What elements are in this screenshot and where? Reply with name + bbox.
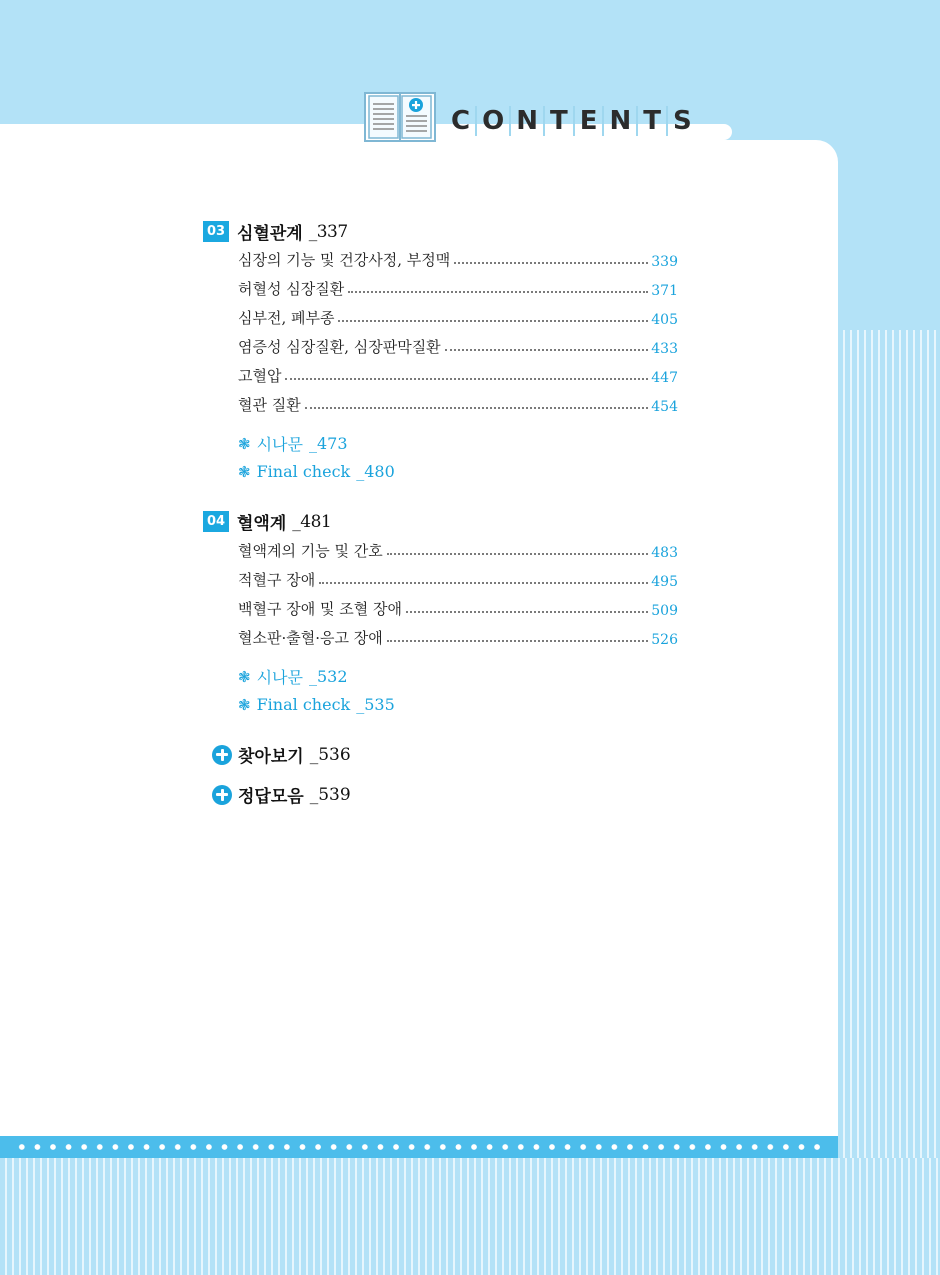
entry-title: 심부전, 폐부종: [238, 309, 335, 327]
title-letter: O: [475, 106, 509, 136]
entry-title: 혈소판·출혈·응고 장애: [238, 629, 383, 647]
appendix-page: _539: [309, 784, 351, 805]
entry-page: 405: [651, 312, 678, 328]
extra-label: Final check: [256, 695, 351, 714]
dot-leader: [387, 553, 649, 555]
toc-entry[interactable]: [238, 566, 678, 590]
appendix-page: _536: [309, 744, 351, 765]
snowflake-icon: ❃: [238, 695, 251, 714]
chapter-badge: 03: [203, 221, 229, 242]
toc-entry[interactable]: [238, 304, 678, 328]
title-letter: T: [636, 106, 666, 136]
extra-label: 시나문: [256, 435, 303, 454]
right-striped-margin: [838, 330, 940, 1275]
entry-title: 염증성 심장질환, 심장판막질환: [238, 338, 441, 356]
dot-leader: [406, 611, 648, 613]
title-letter: N: [602, 106, 636, 136]
extra-entry-scenario[interactable]: [238, 432, 348, 455]
entry-page: 339: [651, 254, 678, 270]
snowflake-icon: ❃: [238, 434, 251, 453]
title-letter: C: [451, 106, 471, 136]
open-book-icon: [364, 92, 436, 142]
dot-leader: [338, 320, 648, 322]
snowflake-icon: ❃: [238, 462, 251, 481]
entry-title: 허혈성 심장질환: [238, 280, 345, 298]
toc-entry[interactable]: [238, 537, 678, 561]
appendix-answers[interactable]: [212, 782, 351, 807]
chapter-page: _481: [292, 511, 332, 532]
entry-page: 433: [651, 341, 678, 357]
chapter-heading-03[interactable]: [203, 219, 348, 244]
entry-title: 심장의 기능 및 건강사정, 부정맥: [238, 251, 451, 269]
chapter-heading-04[interactable]: [203, 509, 331, 534]
toc-entry[interactable]: [238, 362, 678, 386]
dotted-band: [0, 1136, 838, 1158]
toc-entry[interactable]: [238, 595, 678, 619]
title-letter: T: [543, 106, 573, 136]
extra-label: 시나문: [256, 668, 303, 687]
plus-circle-icon: [212, 785, 232, 805]
toc-entry[interactable]: [238, 624, 678, 648]
entry-page: 495: [651, 574, 678, 590]
dot-row: [14, 1144, 824, 1150]
plus-circle-icon: [212, 745, 232, 765]
entry-title: 백혈구 장애 및 조혈 장애: [238, 600, 402, 618]
title-letter: N: [509, 106, 543, 136]
toc-entry[interactable]: [238, 333, 678, 357]
chapter-page: _337: [308, 221, 348, 242]
appendix-title: 정답모음: [238, 787, 304, 807]
extra-page: _473: [308, 434, 348, 453]
dot-leader: [285, 378, 648, 380]
entry-page: 483: [651, 545, 678, 561]
entry-page: 454: [651, 399, 678, 415]
chapter-title: 심혈관계: [237, 224, 303, 244]
entry-title: 적혈구 장애: [238, 571, 316, 589]
entry-page: 526: [651, 632, 678, 648]
dot-leader: [454, 262, 648, 264]
chapter-badge: 04: [203, 511, 229, 532]
extra-entry-final-check[interactable]: [238, 695, 395, 714]
toc-entry[interactable]: [238, 391, 678, 415]
chapter-title: 혈액계: [237, 514, 287, 534]
entry-page: 447: [651, 370, 678, 386]
extra-page: _532: [308, 667, 348, 686]
extra-page: _535: [356, 695, 395, 714]
appendix-title: 찾아보기: [238, 747, 304, 767]
snowflake-icon: ❃: [238, 667, 251, 686]
extra-entry-scenario[interactable]: [238, 665, 348, 688]
entry-title: 혈관 질환: [238, 396, 301, 414]
dot-leader: [319, 582, 648, 584]
dot-leader: [387, 640, 649, 642]
entry-page: 371: [651, 283, 678, 299]
toc-entry[interactable]: [238, 275, 678, 299]
entry-page: 509: [651, 603, 678, 619]
toc-entry[interactable]: [238, 246, 678, 270]
extra-label: Final check: [256, 462, 351, 481]
extra-page: _480: [356, 462, 395, 481]
dot-leader: [305, 407, 649, 409]
bottom-striped-margin: [0, 1158, 940, 1275]
dot-leader: [445, 349, 649, 351]
title-letter: S: [666, 106, 697, 136]
entry-title: 혈액계의 기능 및 간호: [238, 542, 383, 560]
dot-leader: [348, 291, 648, 293]
entry-title: 고혈압: [238, 367, 282, 385]
contents-title: [446, 104, 697, 138]
extra-entry-final-check[interactable]: [238, 462, 395, 481]
title-letter: E: [573, 106, 603, 136]
appendix-index[interactable]: [212, 742, 351, 767]
